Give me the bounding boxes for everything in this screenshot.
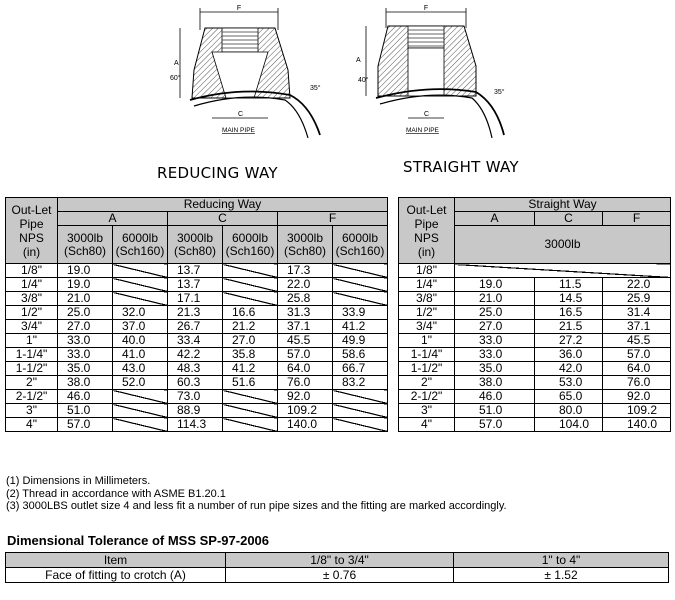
value-cell [113, 278, 168, 292]
outlet-header-line: NPS [414, 230, 439, 245]
nps-cell: 2-1/2" [6, 390, 58, 404]
nps-cell: 2" [399, 376, 455, 390]
value-cell [455, 264, 671, 278]
value-cell: 35.0 [58, 362, 113, 376]
value-cell: 51.0 [58, 404, 113, 418]
angle-right-label: 35° [310, 85, 321, 92]
value-cell: 41.2 [223, 362, 278, 376]
value-cell: 17.3 [278, 264, 333, 278]
class-label: 6000lb [231, 230, 269, 245]
value-cell: 73.0 [168, 390, 223, 404]
table-row [6, 334, 388, 348]
table-row [6, 348, 388, 362]
value-cell [113, 292, 168, 306]
value-cell [223, 418, 278, 432]
value-cell: 16.6 [223, 306, 278, 320]
nps-cell: 1/8" [399, 264, 455, 278]
value-cell: 36.0 [535, 348, 603, 362]
col-a-header: A [58, 212, 168, 226]
value-cell: 45.5 [603, 334, 671, 348]
straight-way-title: Straight Way [455, 198, 671, 212]
value-cell: 140.0 [278, 418, 333, 432]
value-cell: 51.6 [223, 376, 278, 390]
value-cell: 25.8 [278, 292, 333, 306]
value-cell: 140.0 [603, 418, 671, 432]
value-cell [223, 404, 278, 418]
nps-cell: 1-1/2" [6, 362, 58, 376]
nps-cell: 1-1/2" [399, 362, 455, 376]
value-cell: 46.0 [455, 390, 535, 404]
value-cell [223, 278, 278, 292]
nps-cell: 1/2" [399, 306, 455, 320]
value-cell [223, 264, 278, 278]
value-cell: 13.7 [168, 264, 223, 278]
straight-way-drawing [348, 0, 518, 142]
value-cell: 64.0 [603, 362, 671, 376]
value-cell: 42.0 [535, 362, 603, 376]
nps-cell: 2-1/2" [399, 390, 455, 404]
outlet-header-line: (in) [417, 244, 436, 259]
value-cell [113, 404, 168, 418]
table-row [399, 306, 671, 320]
value-cell: 27.0 [223, 334, 278, 348]
table-row [399, 404, 671, 418]
value-cell: 22.0 [603, 278, 671, 292]
angle-right-label: 35° [494, 89, 505, 96]
table-row [6, 306, 388, 320]
value-cell: 58.6 [333, 348, 388, 362]
value-cell [333, 278, 388, 292]
value-cell: 65.0 [535, 390, 603, 404]
value-cell: 37.0 [113, 320, 168, 334]
table-row [6, 362, 388, 376]
schedule-label: (Sch160) [115, 243, 165, 258]
table-row [6, 418, 388, 432]
value-cell: 52.0 [113, 376, 168, 390]
class-label: 6000lb [341, 230, 379, 245]
note-line: (3) 3000LBS outlet size 4 and less fit a number of run pipe sizes and the fitting are marked accordingly. [6, 500, 507, 512]
value-cell: 31.3 [278, 306, 333, 320]
tolerance-item: Face of fitting to crotch (A) [6, 568, 226, 583]
table-row [399, 264, 671, 278]
table-row [399, 418, 671, 432]
note-line: (2) Thread in accordance with ASME B1.20.1 [6, 487, 226, 500]
tolerance-table [5, 552, 669, 583]
value-cell: 92.0 [278, 390, 333, 404]
nps-cell: 3/4" [399, 320, 455, 334]
schedule-label: (Sch160) [335, 243, 385, 258]
value-cell: 66.7 [333, 362, 388, 376]
outlet-header-line: (in) [22, 244, 41, 259]
angle-left-label: 40° [358, 77, 369, 84]
class-label: 3000lb [66, 230, 104, 245]
value-cell: 38.0 [455, 376, 535, 390]
value-cell [113, 418, 168, 432]
value-cell: 21.5 [535, 320, 603, 334]
value-cell: 25.9 [603, 292, 671, 306]
nps-cell: 2" [6, 376, 58, 390]
table-row [399, 278, 671, 292]
value-cell: 57.0 [278, 348, 333, 362]
value-cell: 109.2 [278, 404, 333, 418]
reducing-way-drawing [150, 0, 335, 142]
reducing-way-caption: REDUCING WAY [157, 164, 278, 182]
value-cell [223, 390, 278, 404]
outlet-header-line: Pipe [414, 216, 439, 231]
value-cell [113, 264, 168, 278]
value-cell: 83.2 [333, 376, 388, 390]
class-3000-header [278, 226, 333, 264]
class-3000-header [168, 226, 223, 264]
value-cell: 109.2 [603, 404, 671, 418]
outlet-header [399, 198, 455, 264]
notes [6, 475, 507, 513]
value-cell: 104.0 [535, 418, 603, 432]
outlet-header-line: Out-Let [406, 202, 447, 217]
value-cell: 22.0 [278, 278, 333, 292]
tolerance-value-small: ± 0.76 [226, 568, 454, 583]
nps-cell: 4" [6, 418, 58, 432]
outlet-header-line: Out-Let [11, 202, 52, 217]
tolerance-value-large: ± 1.52 [454, 568, 669, 583]
table-row [399, 390, 671, 404]
class-6000-header [223, 226, 278, 264]
tolerance-header-item: Item [6, 553, 226, 568]
value-cell: 114.3 [168, 418, 223, 432]
value-cell: 35.8 [223, 348, 278, 362]
outlet-header-line: Pipe [19, 216, 44, 231]
value-cell: 27.2 [535, 334, 603, 348]
value-cell: 21.0 [58, 292, 113, 306]
tolerance-header-small: 1/8" to 3/4" [226, 553, 454, 568]
nps-cell: 1/4" [399, 278, 455, 292]
outlet-header-line: NPS [19, 230, 44, 245]
value-cell: 33.4 [168, 334, 223, 348]
value-cell: 33.0 [58, 348, 113, 362]
value-cell: 19.0 [455, 278, 535, 292]
value-cell: 21.0 [455, 292, 535, 306]
nps-cell: 3" [399, 404, 455, 418]
table-row [6, 320, 388, 334]
value-cell: 80.0 [535, 404, 603, 418]
value-cell: 76.0 [603, 376, 671, 390]
value-cell [333, 404, 388, 418]
col-c-header: C [168, 212, 278, 226]
angle-left-label: 60° [170, 75, 181, 82]
value-cell: 33.0 [455, 348, 535, 362]
table-row [399, 292, 671, 306]
value-cell: 25.0 [455, 306, 535, 320]
value-cell: 14.5 [535, 292, 603, 306]
value-cell: 48.3 [168, 362, 223, 376]
nps-cell: 1/2" [6, 306, 58, 320]
class-6000-header [333, 226, 388, 264]
value-cell: 43.0 [113, 362, 168, 376]
tolerance-title: Dimensional Tolerance of MSS SP-97-2006 [7, 533, 270, 548]
value-cell: 41.0 [113, 348, 168, 362]
table-row [6, 292, 388, 306]
value-cell [333, 292, 388, 306]
value-cell: 27.0 [58, 320, 113, 334]
value-cell: 21.3 [168, 306, 223, 320]
value-cell: 11.5 [535, 278, 603, 292]
value-cell: 19.0 [58, 278, 113, 292]
value-cell: 25.0 [58, 306, 113, 320]
value-cell: 33.0 [455, 334, 535, 348]
table-row [6, 404, 388, 418]
reducing-way-table [5, 197, 388, 432]
table-row [6, 264, 388, 278]
dim-side-label: A [174, 60, 179, 67]
nps-cell: 1" [6, 334, 58, 348]
value-cell: 35.0 [455, 362, 535, 376]
value-cell: 64.0 [278, 362, 333, 376]
value-cell: 57.0 [455, 418, 535, 432]
value-cell: 53.0 [535, 376, 603, 390]
value-cell: 17.1 [168, 292, 223, 306]
class-label: 6000lb [121, 230, 159, 245]
value-cell: 45.5 [278, 334, 333, 348]
value-cell: 40.0 [113, 334, 168, 348]
value-cell: 21.2 [223, 320, 278, 334]
value-cell: 26.7 [168, 320, 223, 334]
reducing-way-title: Reducing Way [58, 198, 388, 212]
value-cell: 13.7 [168, 278, 223, 292]
nps-cell: 3/8" [399, 292, 455, 306]
value-cell: 38.0 [58, 376, 113, 390]
dim-side-label: A [356, 57, 361, 64]
class-3000-header: 3000lb [455, 226, 671, 264]
nps-cell: 3/8" [6, 292, 58, 306]
nps-cell: 4" [399, 418, 455, 432]
nps-cell: 1-1/4" [399, 348, 455, 362]
dim-bottom-label: C [424, 111, 430, 118]
value-cell: 57.0 [603, 348, 671, 362]
class-3000-header [58, 226, 113, 264]
table-row [399, 320, 671, 334]
value-cell: 60.3 [168, 376, 223, 390]
table-row [399, 362, 671, 376]
value-cell [333, 390, 388, 404]
dim-bottom-label: C [238, 111, 244, 118]
nps-cell: 1" [399, 334, 455, 348]
tolerance-header-large: 1" to 4" [454, 553, 669, 568]
table-row [399, 334, 671, 348]
class-6000-header [113, 226, 168, 264]
value-cell: 37.1 [278, 320, 333, 334]
note-line: (1) Dimensions in Millimeters. [6, 475, 151, 487]
col-f-header: F [278, 212, 388, 226]
nps-cell: 1/4" [6, 278, 58, 292]
nps-cell: 1/8" [6, 264, 58, 278]
class-label: 3000lb [176, 230, 214, 245]
value-cell: 49.9 [333, 334, 388, 348]
table-row [399, 348, 671, 362]
straight-way-table [398, 197, 671, 432]
table-row [6, 376, 388, 390]
value-cell: 31.4 [603, 306, 671, 320]
value-cell [333, 418, 388, 432]
value-cell: 51.0 [455, 404, 535, 418]
straight-way-caption: STRAIGHT WAY [403, 158, 519, 176]
main-pipe-label: MAIN PIPE [222, 127, 255, 134]
dim-top-label: F [236, 5, 242, 12]
value-cell: 19.0 [58, 264, 113, 278]
class-label: 3000lb [286, 230, 324, 245]
schedule-label: (Sch80) [63, 243, 107, 258]
main-pipe-label: MAIN PIPE [406, 127, 439, 134]
value-cell [223, 292, 278, 306]
dim-top-label: F [423, 5, 429, 12]
value-cell [113, 390, 168, 404]
table-row [6, 390, 388, 404]
value-cell: 42.2 [168, 348, 223, 362]
value-cell: 37.1 [603, 320, 671, 334]
value-cell: 33.0 [58, 334, 113, 348]
col-a-header: A [455, 212, 535, 226]
value-cell [333, 264, 388, 278]
nps-cell: 3" [6, 404, 58, 418]
value-cell: 41.2 [333, 320, 388, 334]
schedule-label: (Sch80) [283, 243, 327, 258]
nps-cell: 1-1/4" [6, 348, 58, 362]
value-cell: 27.0 [455, 320, 535, 334]
value-cell: 76.0 [278, 376, 333, 390]
value-cell: 88.9 [168, 404, 223, 418]
schedule-label: (Sch80) [173, 243, 217, 258]
schedule-label: (Sch160) [225, 243, 275, 258]
value-cell: 46.0 [58, 390, 113, 404]
value-cell: 92.0 [603, 390, 671, 404]
value-cell: 33.9 [333, 306, 388, 320]
nps-cell: 3/4" [6, 320, 58, 334]
col-f-header: F [603, 212, 671, 226]
outlet-header [6, 198, 58, 264]
value-cell: 16.5 [535, 306, 603, 320]
value-cell: 57.0 [58, 418, 113, 432]
table-row [399, 376, 671, 390]
value-cell: 32.0 [113, 306, 168, 320]
col-c-header: C [535, 212, 603, 226]
table-row [6, 278, 388, 292]
